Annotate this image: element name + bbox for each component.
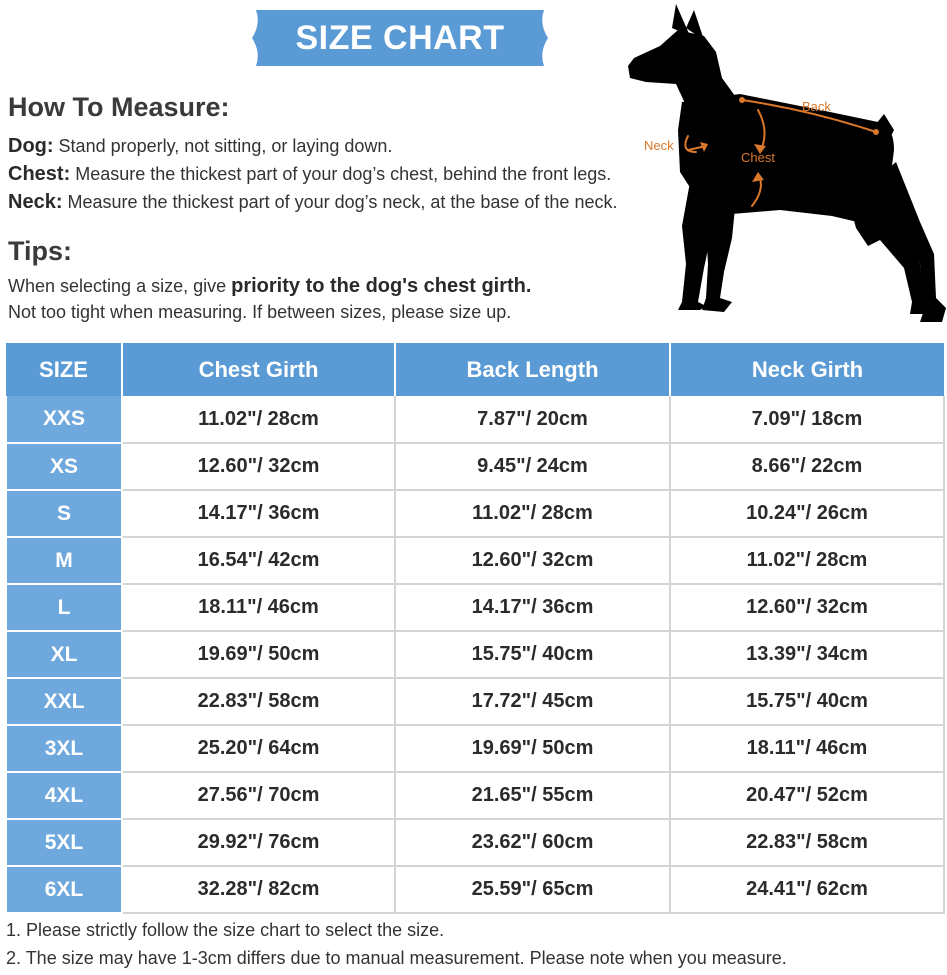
header-size: SIZE xyxy=(6,343,122,396)
measure-neck-line xyxy=(8,191,617,214)
chest-girth-cell: 25.20"/ 64cm xyxy=(122,725,395,772)
table-row xyxy=(6,725,944,772)
size-cell: XL xyxy=(6,631,122,678)
banner-title: SIZE CHART xyxy=(295,19,505,57)
measure-chest-label: Chest: xyxy=(8,163,71,185)
size-cell: XS xyxy=(6,443,122,490)
neck-girth-cell: 20.47"/ 52cm xyxy=(670,772,944,819)
size-chart-banner xyxy=(246,6,554,70)
neck-girth-cell: 12.60"/ 32cm xyxy=(670,584,944,631)
back-length-cell: 23.62"/ 60cm xyxy=(395,819,670,866)
measure-dog-line xyxy=(8,135,392,158)
tip-line-1 xyxy=(8,275,531,298)
neck-girth-cell: 22.83"/ 58cm xyxy=(670,819,944,866)
note-1: 1. Please strictly follow the size chart to select the size. xyxy=(6,920,445,940)
measure-dog-text: Stand properly, not sitting, or laying down. xyxy=(53,136,393,156)
how-to-measure-heading: How To Measure: xyxy=(8,92,230,122)
header-chest-girth: Chest Girth xyxy=(122,343,395,396)
chest-girth-cell: 22.83"/ 58cm xyxy=(122,678,395,725)
tip-line-1-prefix: When selecting a size, give xyxy=(8,276,232,296)
chest-girth-cell: 18.11"/ 46cm xyxy=(122,584,395,631)
note-2: 2. The size may have 1-3cm differs due to manual measurement. Please note when you measure. xyxy=(6,948,787,968)
back-length-cell: 19.69"/ 50cm xyxy=(395,725,670,772)
size-cell: XXS xyxy=(6,396,122,443)
header-back-length: Back Length xyxy=(395,343,670,396)
back-length-cell: 7.87"/ 20cm xyxy=(395,396,670,443)
back-length-cell: 25.59"/ 65cm xyxy=(395,866,670,913)
tip-line-1-emphasis: priority to the dog's chest girth. xyxy=(231,275,532,297)
back-length-cell: 12.60"/ 32cm xyxy=(395,537,670,584)
measure-chest-line xyxy=(8,163,611,186)
size-cell: L xyxy=(6,584,122,631)
chest-girth-cell: 16.54"/ 42cm xyxy=(122,537,395,584)
table-row xyxy=(6,537,944,584)
size-cell: 3XL xyxy=(6,725,122,772)
neck-girth-cell: 11.02"/ 28cm xyxy=(670,537,944,584)
size-chart-table xyxy=(5,343,945,914)
table-body xyxy=(6,396,944,913)
neck-girth-cell: 15.75"/ 40cm xyxy=(670,678,944,725)
dog-silhouette-illustration xyxy=(620,2,947,332)
chest-girth-cell: 14.17"/ 36cm xyxy=(122,490,395,537)
header-neck-girth: Neck Girth xyxy=(670,343,944,396)
chest-girth-cell: 12.60"/ 32cm xyxy=(122,443,395,490)
table-row xyxy=(6,678,944,725)
chest-girth-cell: 11.02"/ 28cm xyxy=(122,396,395,443)
size-cell: 4XL xyxy=(6,772,122,819)
size-cell: 5XL xyxy=(6,819,122,866)
size-cell: XXL xyxy=(6,678,122,725)
measure-neck-label: Neck: xyxy=(8,191,63,213)
back-length-cell: 11.02"/ 28cm xyxy=(395,490,670,537)
table-row xyxy=(6,396,944,443)
chest-girth-cell: 27.56"/ 70cm xyxy=(122,772,395,819)
chest-girth-cell: 32.28"/ 82cm xyxy=(122,866,395,913)
table-header-row xyxy=(6,343,944,396)
tips-heading: Tips: xyxy=(8,236,73,266)
back-measure-label: Back xyxy=(802,99,831,114)
neck-girth-cell: 8.66"/ 22cm xyxy=(670,443,944,490)
measure-neck-text: Measure the thickest part of your dog’s neck, at the base of the neck. xyxy=(62,192,618,212)
measure-dog-label: Dog: xyxy=(8,135,54,157)
neck-girth-cell: 13.39"/ 34cm xyxy=(670,631,944,678)
neck-girth-cell: 7.09"/ 18cm xyxy=(670,396,944,443)
back-length-cell: 9.45"/ 24cm xyxy=(395,443,670,490)
dog-measurement-diagram xyxy=(620,2,947,332)
back-length-cell: 17.72"/ 45cm xyxy=(395,678,670,725)
back-length-cell: 14.17"/ 36cm xyxy=(395,584,670,631)
chest-girth-cell: 29.92"/ 76cm xyxy=(122,819,395,866)
table-row xyxy=(6,772,944,819)
back-length-cell: 15.75"/ 40cm xyxy=(395,631,670,678)
measure-chest-text: Measure the thickest part of your dog’s chest, behind the front legs. xyxy=(70,164,612,184)
neck-girth-cell: 18.11"/ 46cm xyxy=(670,725,944,772)
size-cell: S xyxy=(6,490,122,537)
neck-girth-cell: 24.41"/ 62cm xyxy=(670,866,944,913)
neck-girth-cell: 10.24"/ 26cm xyxy=(670,490,944,537)
table-row xyxy=(6,443,944,490)
chest-measure-label: Chest xyxy=(741,150,775,165)
table-row xyxy=(6,819,944,866)
table-row xyxy=(6,866,944,913)
tip-line-2: Not too tight when measuring. If between sizes, please size up. xyxy=(8,302,512,322)
neck-measure-label: Neck xyxy=(644,138,674,153)
table-row xyxy=(6,631,944,678)
table-row xyxy=(6,584,944,631)
size-cell: 6XL xyxy=(6,866,122,913)
back-length-cell: 21.65"/ 55cm xyxy=(395,772,670,819)
table-row xyxy=(6,490,944,537)
chest-girth-cell: 19.69"/ 50cm xyxy=(122,631,395,678)
size-cell: M xyxy=(6,537,122,584)
